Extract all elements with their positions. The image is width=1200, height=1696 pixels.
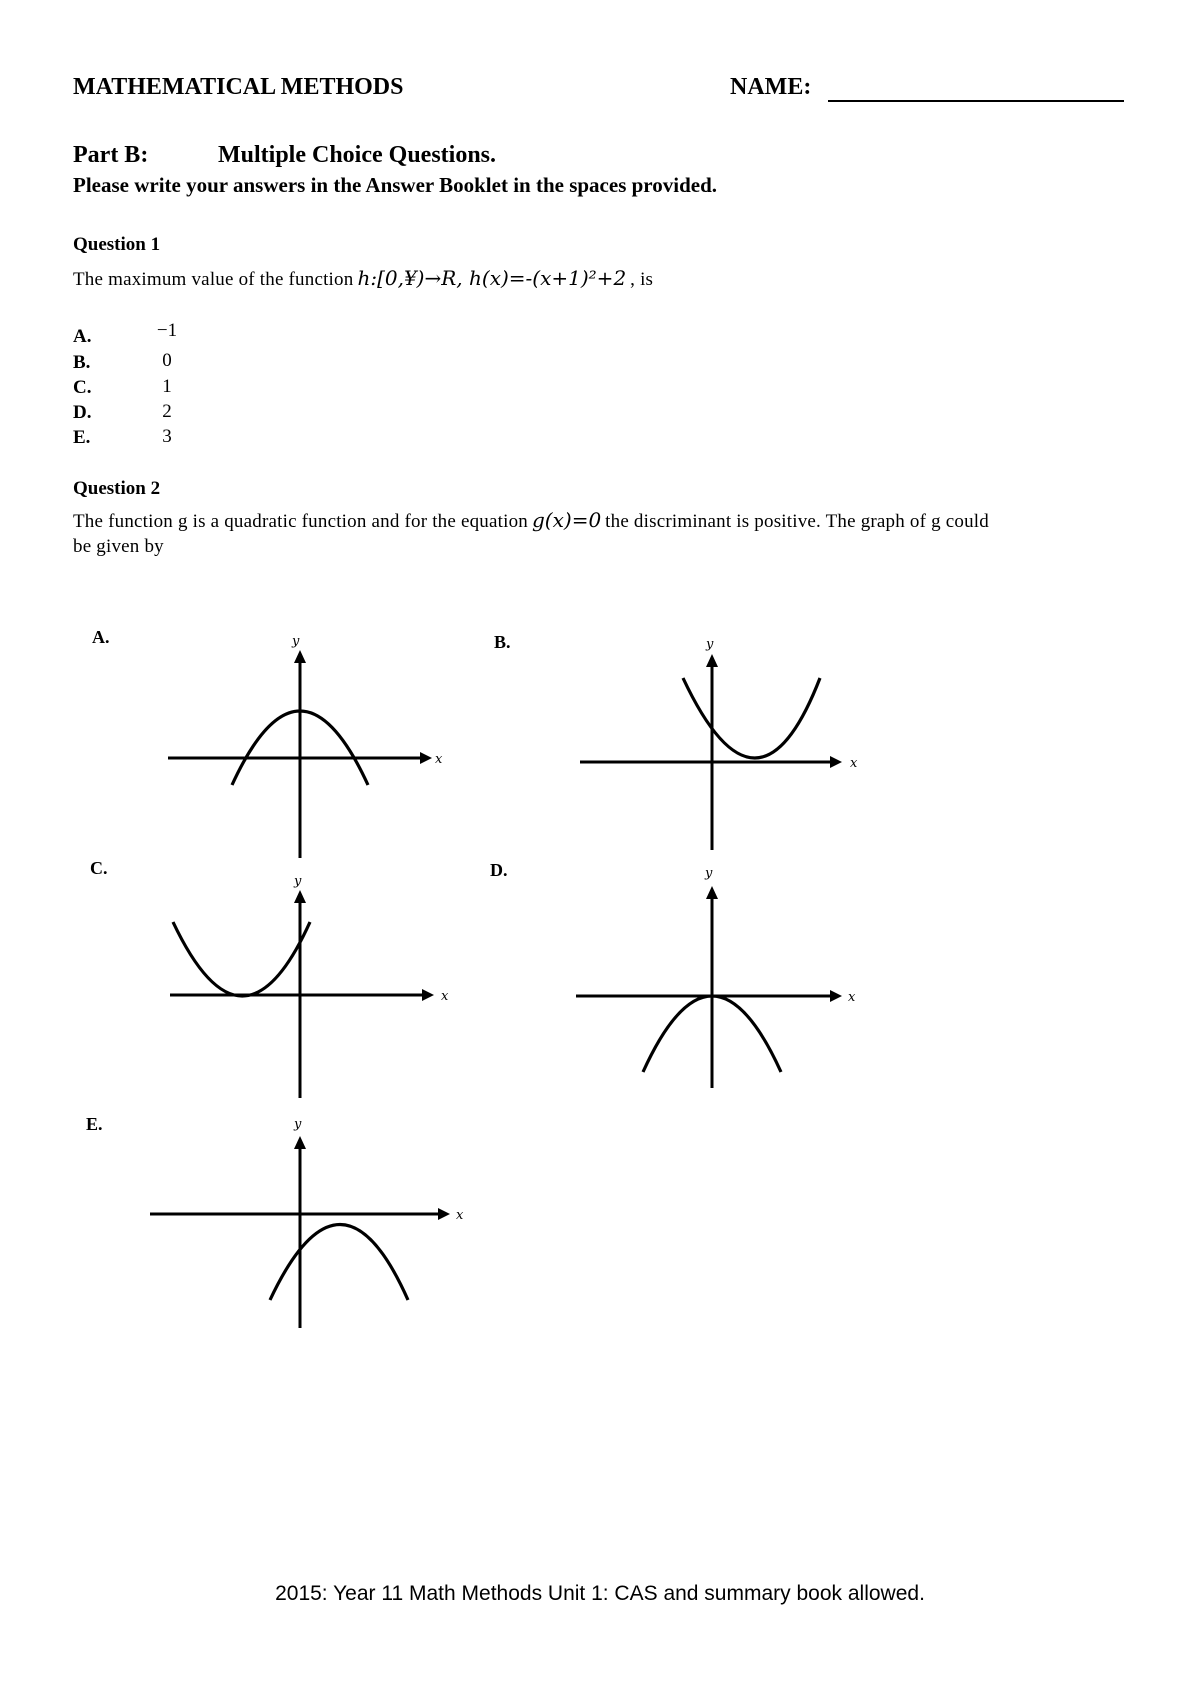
graph-a-y-label: y	[292, 634, 300, 649]
graph-d-label: D.	[490, 860, 508, 880]
question-1-text: The maximum value of the function	[73, 269, 354, 290]
option-value: 2	[162, 401, 172, 422]
option-value: 3	[162, 426, 172, 447]
option-letter: C.	[73, 377, 92, 398]
graph-e-y-label: y	[294, 1117, 302, 1132]
question-2-equation: g(x)=0	[532, 508, 602, 532]
graph-e-x-label: x	[456, 1208, 464, 1223]
subject-title: MATHEMATICAL METHODS	[73, 74, 404, 100]
graph-e-x-arrow	[438, 1208, 450, 1220]
question-2-text-cont: the discriminant is positive. The graph of g could	[605, 511, 989, 532]
graph-b-y-label: y	[706, 637, 714, 652]
graph-e-label: E.	[86, 1114, 103, 1134]
question-1-text-end: , is	[630, 269, 654, 290]
graph-e-y-arrow	[294, 1136, 306, 1149]
graph-c-label: C.	[90, 858, 108, 878]
question-1-function: h:[0,¥)→R, h(x)=-(x+1)²+2	[357, 266, 627, 290]
graph-d-y-label: y	[705, 866, 713, 881]
option-letter: E.	[73, 427, 91, 448]
option-value: 1	[162, 376, 172, 397]
part-label: Part B:	[73, 142, 149, 168]
page-footer: 2015: Year 11 Math Methods Unit 1: CAS and summary book allowed.	[275, 1582, 925, 1605]
option-letter: A.	[73, 326, 92, 347]
option-letter: B.	[73, 352, 91, 373]
name-label: NAME:	[730, 74, 812, 100]
question-2-text-line2: be given by	[73, 536, 164, 557]
graph-b-x-label: x	[850, 756, 858, 771]
option-letter: D.	[73, 402, 92, 423]
graph-d-x-label: x	[848, 990, 856, 1005]
graph-c-y-label: y	[294, 874, 302, 889]
graph-e-curve	[270, 1225, 408, 1301]
question-2-text: The function g is a quadratic function and for the equation	[73, 511, 528, 532]
graph-a-x-label: x	[435, 752, 443, 767]
graph-b-label: B.	[494, 632, 511, 652]
graph-c-x-label: x	[441, 989, 449, 1004]
part-title: Multiple Choice Questions.	[218, 142, 497, 168]
option-value: 0	[162, 350, 172, 371]
part-instruction: Please write your answers in the Answer Booklet in the spaces provided.	[73, 173, 717, 197]
graph-a-label: A.	[92, 627, 110, 647]
option-value: −1	[156, 320, 178, 341]
question-1-title: Question 1	[73, 234, 161, 255]
question-2-title: Question 2	[73, 478, 161, 499]
